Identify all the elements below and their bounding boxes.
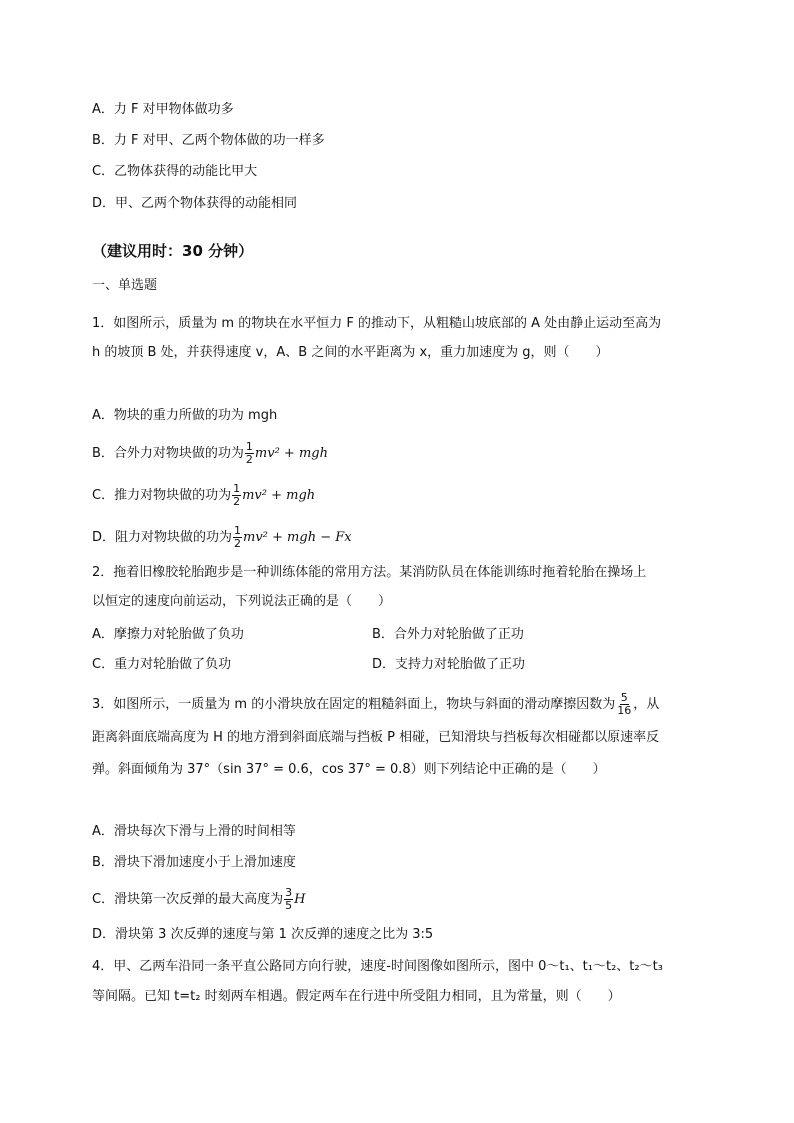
fraction-numerator: 1 <box>245 440 253 453</box>
q1-option-d <box>92 525 352 550</box>
q2-stem-line1: 2．拖着旧橡胶轮胎跑步是一种训练体能的常用方法。某消防队员在体能训练时拖着轮胎在操场上 <box>92 565 647 580</box>
section-heading: （建议用时：30 分钟） <box>92 242 254 260</box>
fraction-numerator: 1 <box>233 482 241 495</box>
q3-option-c <box>92 887 305 912</box>
fraction-one-half <box>232 483 241 508</box>
q2-option-b: B．合外力对轮胎做了正功 <box>372 627 524 642</box>
section-type: 一、单选题 <box>92 278 158 293</box>
q1-option-c-formula: mv² + mgh <box>242 488 316 503</box>
q2-option-a: A．摩擦力对轮胎做了负功 <box>92 627 244 642</box>
q1-option-a: A．物块的重力所做的功为 mgh <box>92 408 278 423</box>
q3-stem-line1-suffix: ，从 <box>633 697 660 712</box>
prev-option-c: C．乙物体获得的动能比甲大 <box>92 164 258 179</box>
q2-stem-line2: 以恒定的速度向前运动，下列说法正确的是（ ） <box>92 594 392 609</box>
q3-stem-line3: 弹。斜面倾角为 37°（sin 37° = 0.6，cos 37° = 0.8）则下列结论中正确的是（ ） <box>92 762 606 777</box>
fraction-numerator: 1 <box>234 524 242 537</box>
q4-stem-line2: 等间隔。已知 t=t₂ 时刻两车相遇。假定两车在行进中所受阻力相同，且为常量，则（ ） <box>92 989 621 1004</box>
q2-option-d: D．支持力对轮胎做了正功 <box>372 657 526 672</box>
fraction-denominator: 2 <box>245 453 253 466</box>
q1-stem-line2: h 的坡顶 B 处，并获得速度 v，A、B 之间的水平距离为 x，重力加速度为 g，则（ ） <box>92 345 609 360</box>
prev-option-d: D．甲、乙两个物体获得的动能相同 <box>92 196 298 211</box>
q4-stem-line1: 4．甲、乙两车沿同一条平直公路同方向行驶，速度-时间图像如图所示，图中 0～t₁、t₁～t₂、t₂～t₃ <box>92 959 663 974</box>
fraction-denominator: 2 <box>234 537 242 550</box>
prev-option-a: A．力 F 对甲物体做功多 <box>92 102 234 117</box>
q1-stem-line1: 1．如图所示，质量为 m 的物块在水平恒力 F 的推动下，从粗糙山坡底部的 A 处由静止运动至高为 <box>92 316 662 331</box>
q1-option-b-prefix: B．合外力对物块做的功为 <box>92 446 244 461</box>
q3-option-a: A．滑块每次下滑与上滑的时间相等 <box>92 824 296 839</box>
fraction-numerator: 3 <box>285 886 293 899</box>
q3-option-b: B．滑块下滑加速度小于上滑加速度 <box>92 855 296 870</box>
q3-stem-line1 <box>92 692 659 717</box>
q1-option-d-formula: mv² + mgh − Fx <box>243 530 352 545</box>
q3-stem-line1-prefix: 3．如图所示，一质量为 m 的小滑块放在固定的粗糙斜面上，物块与斜面的滑动摩擦因数为 <box>92 697 616 712</box>
q1-option-b-formula: mv² + mgh <box>254 446 328 461</box>
fraction-one-half <box>245 441 254 466</box>
q2-option-c: C．重力对轮胎做了负功 <box>92 657 232 672</box>
fraction-denominator: 16 <box>617 704 632 717</box>
q1-option-d-prefix: D．阻力对物块做的功为 <box>92 530 233 545</box>
fraction-denominator: 2 <box>233 495 241 508</box>
q1-option-b <box>92 441 328 466</box>
fraction-denominator: 5 <box>285 899 293 912</box>
q3-option-c-variable: H <box>294 892 306 907</box>
fraction-three-fifths <box>284 887 293 912</box>
q3-option-d: D．滑块第 3 次反弹的速度与第 1 次反弹的速度之比为 3:5 <box>92 927 434 942</box>
q1-option-c-prefix: C．推力对物块做的功为 <box>92 488 232 503</box>
q3-stem-line2: 距离斜面底端高度为 H 的地方滑到斜面底端与挡板 P 相碰，已知滑块与挡板每次相碰都以原速率反 <box>92 730 660 745</box>
fraction-five-sixteenths <box>616 692 632 717</box>
q3-option-c-prefix: C．滑块第一次反弹的最大高度为 <box>92 892 284 907</box>
prev-option-b: B．力 F 对甲、乙两个物体做的功一样多 <box>92 133 325 148</box>
fraction-numerator: 5 <box>620 691 628 704</box>
q1-option-c <box>92 483 315 508</box>
fraction-one-half <box>233 525 242 550</box>
